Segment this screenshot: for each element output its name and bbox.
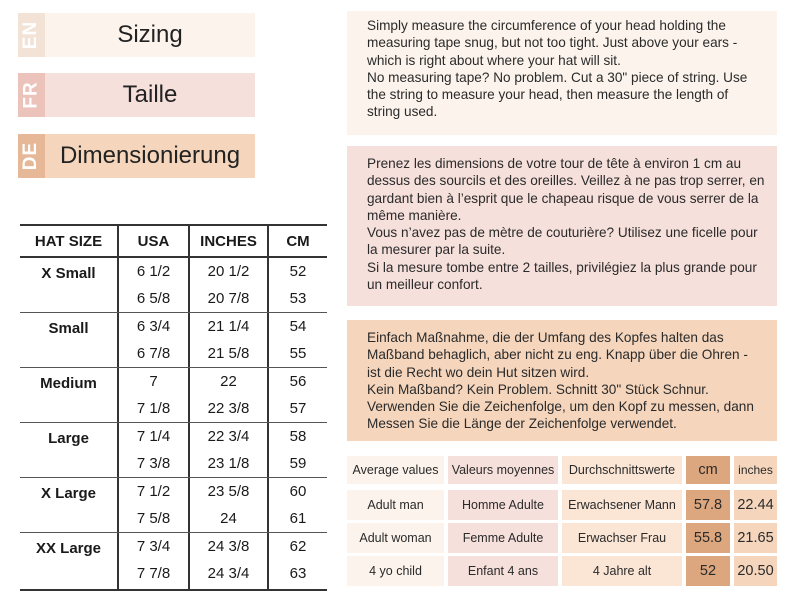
avg-label-de: Erwachsener Mann	[562, 490, 682, 520]
header-en	[18, 13, 255, 57]
cm-value: 53	[289, 290, 307, 307]
title-sizing: Sizing	[45, 13, 255, 57]
inches-value: 20 7/8	[207, 290, 250, 307]
instructions-paragraph: Si la mesure tombe entre 2 tailles, privilégiez la plus grande pour un meilleur confort.	[367, 259, 757, 293]
avg-label-de: Erwachser Frau	[562, 523, 682, 553]
size-group-x-small	[20, 258, 327, 313]
inches-value: 23 5/8	[207, 483, 250, 500]
cm-value: 54	[289, 318, 307, 335]
avg-inches-value: 21.65	[734, 523, 777, 553]
inches-value: 22 3/8	[207, 400, 250, 417]
size-name: X Large	[20, 478, 119, 532]
avg-label-en: 4 yo child	[347, 556, 444, 586]
usa-value: 7 3/8	[136, 455, 171, 472]
avg-label-en: Adult man	[347, 490, 444, 520]
lang-code-en: EN	[18, 13, 45, 57]
usa-value: 7 7/8	[136, 565, 171, 582]
title-taille: Taille	[45, 73, 255, 117]
avg-header-inches: inches	[734, 456, 777, 484]
avg-cm-value: 52	[686, 556, 730, 586]
size-name: Large	[20, 423, 119, 477]
inches-value: 22	[220, 373, 237, 390]
avg-label-fr: Enfant 4 ans	[448, 556, 558, 586]
inches-value: 24 3/8	[207, 538, 250, 555]
instructions-paragraph: Einfach Maßnahme, die der Umfang des Kopfes halten das Maßband behaglich, aber nicht zu eng. Knapp über die Ohren - ist die Recht wo dein Hut sitzen wird.	[367, 330, 748, 380]
instructions-paragraph: Simply measure the circumference of your head holding the measuring tape snug, but not too tight. Just above your ears - which is right about where your hat will sit.	[367, 18, 738, 68]
inches-value: 24 3/4	[207, 565, 250, 582]
cm-value: 59	[289, 455, 307, 472]
instructions-paragraph: Prenez les dimensions de votre tour de tête à environ 1 cm au dessus des sourcils et des oreilles. Veillez à ne pas trop serrer, en gardant bien à l’esprit que le chapeau risque de vous serrer de la même manière.	[367, 156, 765, 223]
lang-code-fr: FR	[18, 73, 45, 117]
inches-value: 21 1/4	[207, 318, 250, 335]
avg-label-fr: Homme Adulte	[448, 490, 558, 520]
usa-value: 7 3/4	[136, 538, 171, 555]
instructions-paragraph: No measuring tape? No problem. Cut a 30" piece of string. Use the string to measure your head, then measure the length of string used.	[367, 69, 748, 120]
average-values-table	[347, 456, 777, 586]
avg-inches-value: 22.44	[734, 490, 777, 520]
usa-value: 6 7/8	[136, 345, 171, 362]
instructions-fr	[347, 146, 777, 306]
col-inches: INCHES	[190, 226, 269, 256]
inches-value: 20 1/2	[207, 263, 250, 280]
cm-value: 63	[289, 565, 307, 582]
avg-cm-value: 57.8	[686, 490, 730, 520]
size-group-xx-large	[20, 533, 327, 589]
cm-value: 55	[289, 345, 307, 362]
size-name: X Small	[20, 258, 119, 312]
inches-value: 24	[220, 510, 237, 527]
usa-value: 7 1/2	[136, 483, 171, 500]
header-fr	[18, 73, 255, 117]
header-de	[18, 134, 255, 178]
avg-header-de: Durchschnittswerte	[562, 456, 682, 484]
instructions-de	[347, 320, 777, 441]
size-group-large	[20, 423, 327, 478]
size-group-medium	[20, 368, 327, 423]
avg-inches-value: 20.50	[734, 556, 777, 586]
size-group-x-large	[20, 478, 327, 533]
cm-value: 58	[289, 428, 307, 445]
inches-value: 23 1/8	[207, 455, 250, 472]
avg-label-fr: Femme Adulte	[448, 523, 558, 553]
size-name: XX Large	[20, 533, 119, 589]
avg-header-fr: Valeurs moyennes	[448, 456, 558, 484]
instructions-paragraph: Kein Maßband? Kein Problem. Schnitt 30" Stück Schnur. Verwenden Sie die Zeichenfolge, um den Kopf zu messen, dann Messen Sie die Länge der Zeichenfolge verwendet.	[367, 381, 754, 432]
usa-value: 7 1/4	[136, 428, 171, 445]
size-group-small	[20, 313, 327, 368]
avg-cm-value: 55.8	[686, 523, 730, 553]
inches-value: 22 3/4	[207, 428, 250, 445]
cm-value: 56	[289, 373, 307, 390]
avg-header-en: Average values	[347, 456, 444, 484]
cm-value: 57	[289, 400, 307, 417]
size-name: Small	[20, 313, 119, 367]
title-dimensionierung: Dimensionierung	[45, 134, 255, 178]
col-cm: CM	[286, 232, 310, 250]
table-header	[20, 226, 327, 258]
size-name: Medium	[20, 368, 119, 422]
lang-code-de: DE	[18, 134, 45, 178]
usa-value: 7 1/8	[136, 400, 171, 417]
cm-value: 61	[289, 510, 307, 527]
cm-value: 62	[289, 538, 307, 555]
col-usa: USA	[119, 226, 190, 256]
usa-value: 7 5/8	[136, 510, 171, 527]
instructions-paragraph: Vous n’avez pas de mètre de couturière? Utilisez une ficelle pour la mesurer par la suite.	[367, 225, 758, 258]
cm-value: 60	[289, 483, 307, 500]
avg-header-cm: cm	[686, 456, 730, 484]
usa-value: 7	[149, 373, 158, 390]
instructions-en	[347, 11, 777, 135]
col-hat-size: HAT SIZE	[20, 226, 119, 256]
cm-value: 52	[289, 263, 307, 280]
inches-value: 21 5/8	[207, 345, 250, 362]
usa-value: 6 1/2	[136, 263, 171, 280]
avg-label-de: 4 Jahre alt	[562, 556, 682, 586]
usa-value: 6 5/8	[136, 290, 171, 307]
hat-size-table	[20, 224, 327, 591]
usa-value: 6 3/4	[136, 318, 171, 335]
avg-label-en: Adult woman	[347, 523, 444, 553]
